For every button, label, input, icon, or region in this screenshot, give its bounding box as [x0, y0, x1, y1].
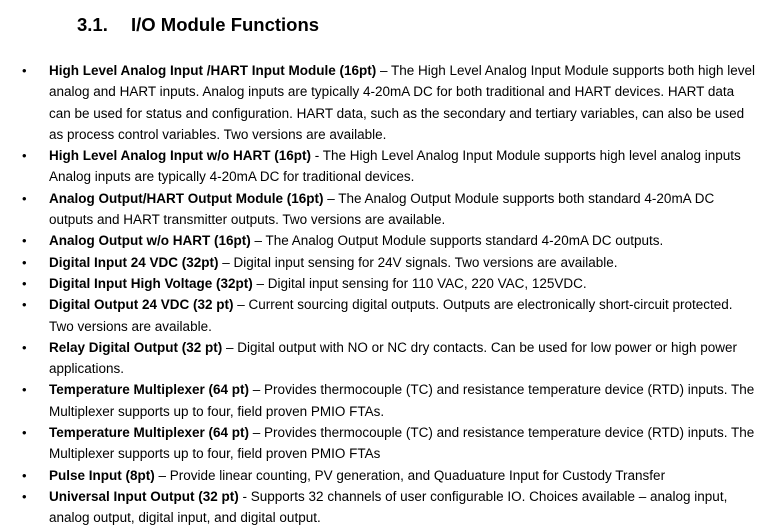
item-title: Analog Output w/o HART (16pt): [49, 233, 251, 249]
item-text: – Current sourcing digital outputs. Outputs are electronically short-circuit protected. Two versions are available.: [49, 297, 733, 334]
list-item: [0, 422, 767, 465]
bullet-icon: •: [22, 254, 27, 270]
item-text: – Digital input sensing for 24V signals. Two versions are available.: [218, 254, 618, 270]
item-text: – Digital input sensing for 110 VAC, 220 VAC, 125VDC.: [252, 275, 587, 291]
bullet-icon: •: [22, 339, 27, 355]
item-text: – Provides thermocouple (TC) and resistance temperature device (RTD) inputs. The Multiplexer supports up to four, field proven PMIO FTAs.: [49, 382, 755, 419]
item-title: Temperature Multiplexer (64 pt): [49, 382, 250, 398]
item-title: Analog Output/HART Output Module (16pt): [49, 190, 324, 206]
bullet-icon: •: [22, 233, 27, 249]
item-text: – Provides thermocouple (TC) and resistance temperature device (RTD) inputs. The Multiplexer supports up to four, field proven PMIO FTAs: [49, 425, 755, 462]
list-item: [0, 337, 767, 380]
bullet-icon: •: [22, 63, 27, 78]
list-item: [0, 273, 767, 294]
item-text: – The Analog Output Module supports both standard 4-20mA DC outputs and HART transmitter outputs. Two versions are available.: [49, 190, 715, 228]
item-title: Digital Input High Voltage (32pt): [49, 275, 253, 291]
item-title: High Level Analog Input w/o HART (16pt): [49, 148, 311, 164]
bullet-icon: •: [22, 275, 27, 291]
list-item: [0, 252, 767, 273]
list-item: [0, 294, 767, 337]
list-item: [0, 230, 767, 251]
section-title: I/O Module Functions: [131, 14, 320, 35]
list-item: [0, 188, 767, 231]
list-item: [0, 60, 767, 145]
item-text: – The Analog Output Module supports standard 4-20mA DC outputs.: [250, 233, 664, 249]
bullet-icon: •: [22, 297, 27, 313]
section-heading: [77, 14, 319, 36]
item-title: Digital Input 24 VDC (32pt): [49, 254, 219, 270]
bullet-icon: •: [22, 488, 27, 504]
list-item: [0, 486, 767, 529]
item-text: – The High Level Analog Input Module supports both high level analog and HART inputs. Analog inputs are typically 4-20mA DC for both traditional and HART devices. HART data can be used for status and configuration. HART data, such as the secondary and tertiary variables, can also be used as process control variables. Two versions are available.: [49, 63, 755, 142]
bullet-icon: •: [22, 425, 27, 441]
bullet-icon: •: [22, 148, 27, 164]
list-item: [0, 465, 767, 486]
item-text: – Digital output with NO or NC dry contacts. Can be used for low power or high power applications.: [49, 339, 738, 377]
item-text: – Provide linear counting, PV generation, and Quaduature Input for Custody Transfer: [154, 467, 666, 483]
item-title: Universal Input Output (32 pt): [49, 488, 239, 504]
item-title: Temperature Multiplexer (64 pt): [49, 425, 250, 441]
item-title: Pulse Input (8pt): [49, 467, 155, 483]
bullet-icon: •: [22, 467, 27, 483]
bullet-icon: •: [22, 190, 27, 206]
list-item: [0, 145, 767, 188]
item-title: High Level Analog Input /HART Input Module (16pt): [49, 63, 377, 78]
section-number: 3.1.: [77, 14, 108, 35]
list-item: [0, 379, 767, 422]
io-module-list: [0, 60, 767, 529]
bullet-icon: •: [22, 382, 27, 398]
item-text: - Supports 32 channels of user configurable IO. Choices available – analog input, analog output, digital input, and digital output.: [49, 488, 728, 526]
item-title: Digital Output 24 VDC (32 pt): [49, 297, 234, 313]
item-text: - The High Level Analog Input Module supports high level analog inputs Analog inputs are typically 4-20mA DC for traditional devices.: [49, 148, 741, 185]
item-title: Relay Digital Output (32 pt): [49, 339, 223, 355]
